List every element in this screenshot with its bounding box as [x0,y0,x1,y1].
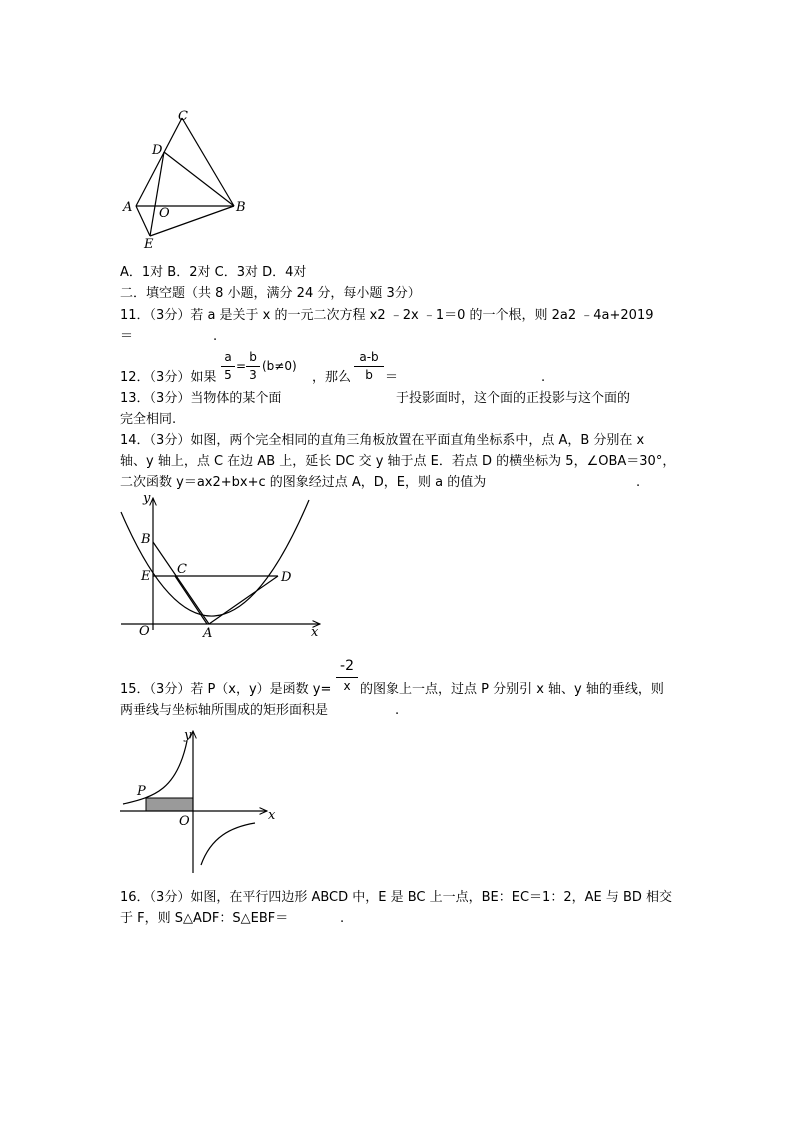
q15-frac-num: -2 [340,658,354,674]
q15-label-p: P [137,784,146,799]
q14-label-o: O [139,624,150,639]
q10-label-b: B [236,200,246,215]
q14-label-y: y [143,491,151,506]
q12-frac3-num: a-b [359,350,379,364]
q14-parabola [121,500,309,616]
q15-frac-bar [336,677,358,678]
q14-label-b: B [141,532,151,547]
q14-line-ad [209,576,278,624]
q15-line2-start: 两垂线与坐标轴所围成的矩形面积是 [120,703,329,718]
q16-line2-start: 于 F，则 S△ADF：S△EBF＝ [120,911,289,926]
q12-frac2-num: b [249,350,257,364]
q15-curve-lower-right [201,823,255,865]
q13-line1-start: 13．（3分）当物体的某个面 [120,391,282,406]
q10-line-db [164,152,234,206]
q14-line3-end: . [636,475,641,490]
q12-frac1-num: a [224,350,232,364]
q14-line2: 轴、y 轴上，点 C 在边 AB 上，延长 DC 交 y 轴于点 E．若点 D 的横坐标为 5，∠OBA＝30°， [120,454,676,469]
q14-label-x: x [311,625,319,640]
q12-end: . [541,370,546,385]
q10-options: A．1对 B．2对 C．3对 D．4对 [120,265,307,280]
q11-line1: 11．（3分）若 a 是关于 x 的一元二次方程 x2 ﹣2x ﹣1＝0 的一个根，则 2a2 ﹣4a+2019 [120,308,654,323]
q15-frac-den: x [343,679,351,693]
q14-line1: 14．（3分）如图，两个完全相同的直角三角板放置在平面直角坐标系中，点 A，B 分别在 x [120,433,645,448]
q10-label-d: D [152,143,163,158]
q14-line-ca [175,576,207,624]
q12-prefix: 12．（3分）如果 [120,370,217,385]
q12-eq: = [236,359,247,373]
q15-label-o: O [179,814,190,829]
q12-frac3-den: b [365,368,373,382]
q14-line-ba [153,542,209,624]
q10-line-cb [182,118,234,206]
q10-figure [110,100,270,255]
q15-line1-end: 的图象上一点，过点 P 分别引 x 轴、y 轴的垂线，则 [360,682,664,697]
q14-label-c: C [177,562,187,577]
q13-line1-end: 于投影面时，这个面的正投影与这个面的 [396,391,631,406]
q15-label-x: x [268,808,276,823]
q12-eq2: ＝ [385,370,399,385]
q11-line2-end: . [213,329,218,344]
q15-shaded-rectangle [146,798,193,811]
q14-label-d: D [281,570,292,585]
q15-label-y: y [184,728,192,743]
q12-condition: (b≠0) [262,359,297,373]
q14-line3-start: 二次函数 y＝ax2+bx+c 的图象经过点 A，D，E，则 a 的值为 [120,475,487,490]
q10-label-e: E [144,237,154,252]
q12-frac2-den: 3 [249,368,257,382]
q12-frac1-den: 5 [224,368,232,382]
q10-label-c: C [178,109,188,124]
q10-label-o: O [159,206,170,221]
q16-line1: 16．（3分）如图，在平行四边形 ABCD 中，E 是 BC 上一点，BE：EC＝1：2，AE 与 BD 相交 [120,890,673,905]
q15-line1-start: 15．（3分）若 P（x，y）是函数 y= [120,682,332,697]
q15-figure [115,725,285,880]
q16-line2-end: . [340,911,345,926]
q15-curve-upper-left [123,741,187,804]
section2-heading: 二．填空题（共 8 小题，满分 24 分，每小题 3分） [120,286,421,301]
q10-label-a: A [123,200,133,215]
q14-figure [115,490,330,645]
q13-line2: 完全相同. [120,412,177,427]
q12-frac3-bar [354,366,384,367]
q12-frac2-bar [246,366,260,367]
q12-frac1-bar [221,366,235,367]
q14-label-a: A [203,626,213,641]
q14-label-e: E [141,569,151,584]
q10-line-ae [136,206,150,236]
q15-line2-end: . [395,703,400,718]
q11-line2-start: ＝ [120,329,134,344]
q12-mid: ，那么 [312,370,352,385]
q10-line-ca [136,118,182,206]
